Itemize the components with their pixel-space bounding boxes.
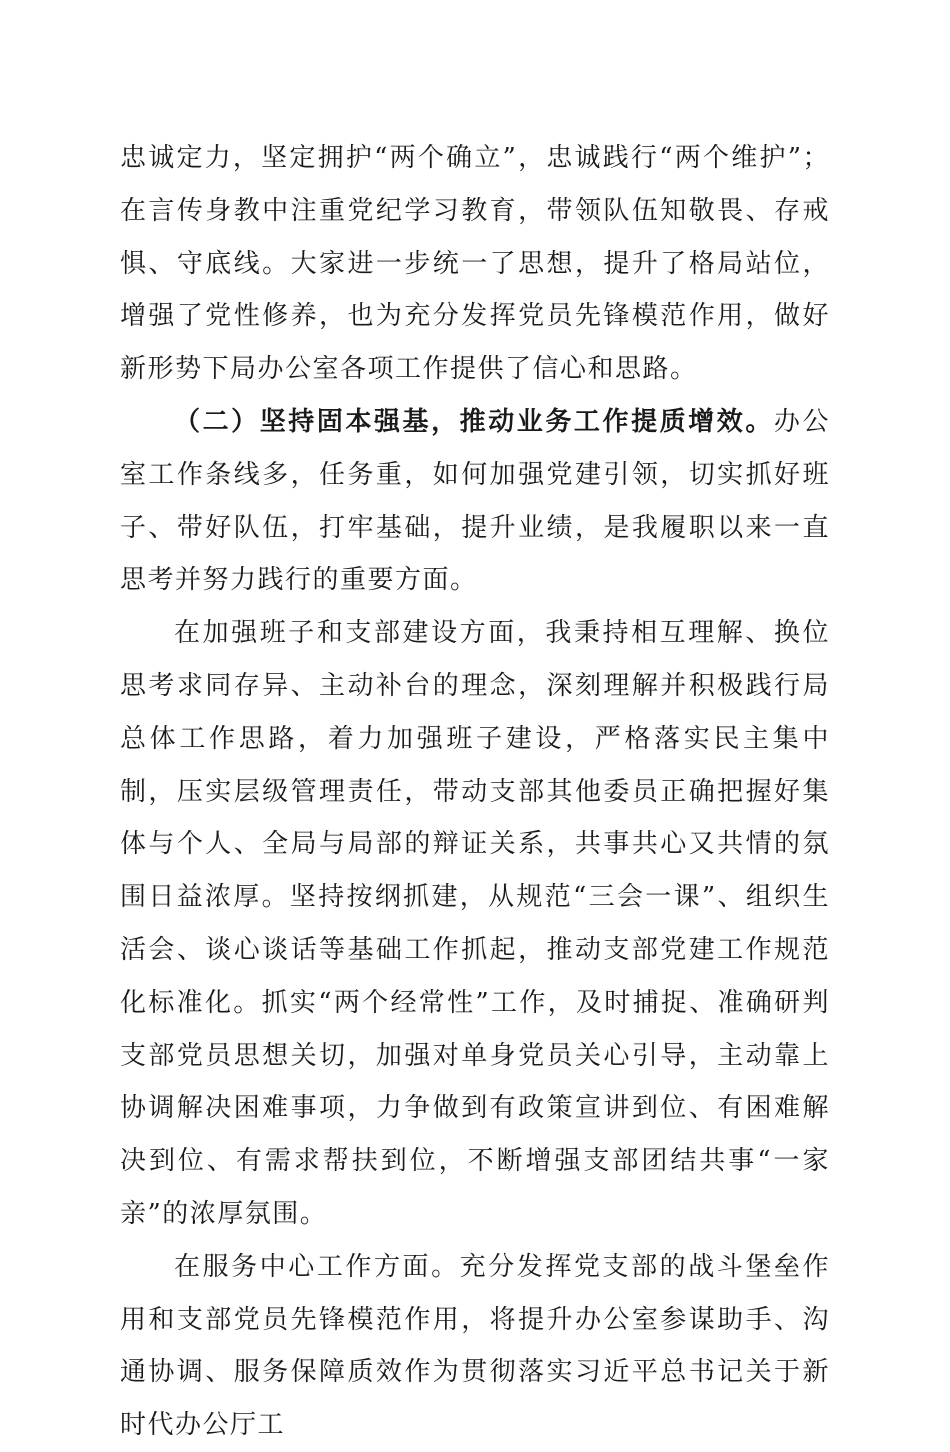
paragraph-2-text: 办公室工作条线多，任务重，如何加强党建引领，切实抓好班子、带好队伍，打牢基础，提升业绩，是我履职以来一直思考并努力践行的重要方面。 xyxy=(120,406,830,596)
paragraph-3-text: 在加强班子和支部建设方面，我秉持相互理解、换位思考求同存异、主动补台的理念，深刻理解并积极践行局总体工作思路，着力加强班子建设，严格落实民主集中制，压实层级管理责任，带动支部其他委员正确把握好集体与个人、全局与局部的辩证关系，共事共心又共情的氛围日益浓厚。坚持按纲抓建，从规范“三会一课”、组织生活会、谈心谈话等基础工作抓起，推动支部党建工作规范化标准化。抓实“两个经常性”工作，及时捕捉、准确研判支部党员思想关切，加强对单身党员关心引导，主动靠上协调解决困难事项，力争做到有政策宣讲到位、有困难解决到位、有需求帮扶到位，不断增强支部团结共事“一家亲”的浓厚氛围。 xyxy=(120,618,830,1229)
document-body xyxy=(120,132,830,1452)
paragraph-3 xyxy=(120,607,830,1241)
section-heading: （二）坚持固本强基，推动业务工作提质增效。 xyxy=(174,406,774,437)
paragraph-4 xyxy=(120,1241,830,1452)
paragraph-2 xyxy=(120,396,830,607)
paragraph-1-text: 忠诚定力，坚定拥护“两个确立”，忠诚践行“两个维护”；在言传身教中注重党纪学习教育，带领队伍知敬畏、存戒惧、守底线。大家进一步统一了思想，提升了格局站位，增强了党性修养，也为充分发挥党员先锋模范作用，做好新形势下局办公室各项工作提供了信心和思路。 xyxy=(120,143,830,385)
paragraph-1 xyxy=(120,132,830,396)
paragraph-4-text: 在服务中心工作方面。充分发挥党支部的战斗堡垒作用和支部党员先锋模范作用，将提升办公室参谋助手、沟通协调、服务保障质效作为贯彻落实习近平总书记关于新时代办公厅工 xyxy=(120,1251,830,1441)
